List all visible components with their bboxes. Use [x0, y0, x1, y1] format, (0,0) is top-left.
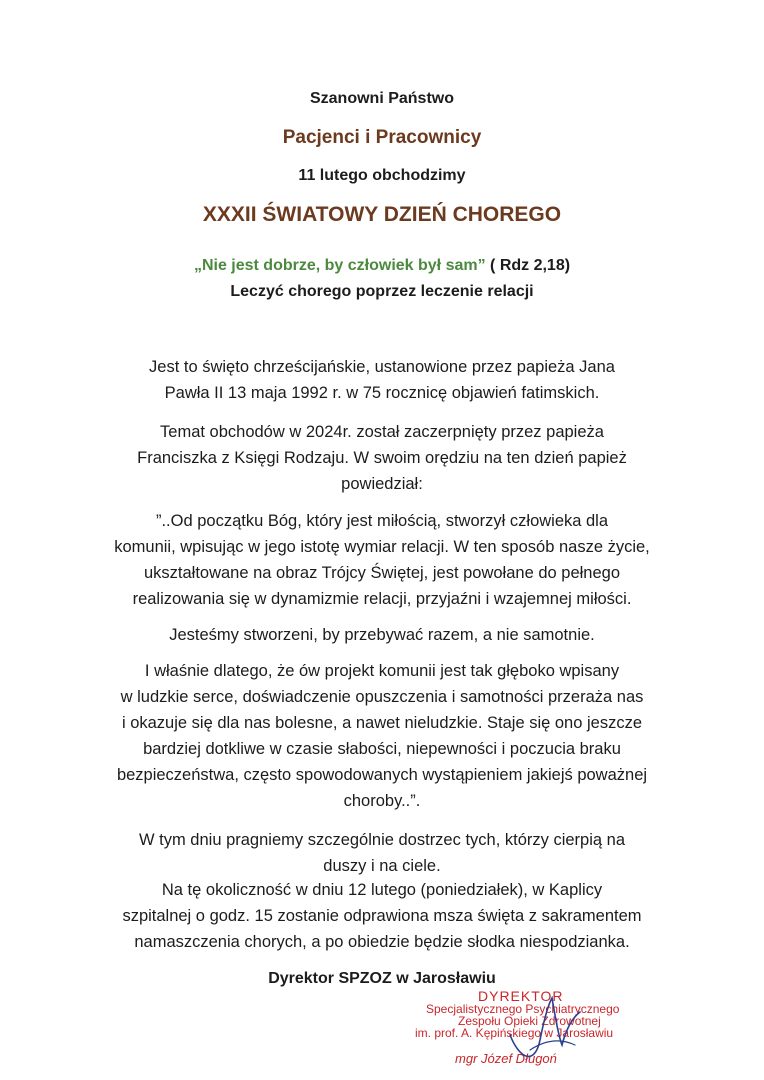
text-line: I właśnie dlatego, że ów projekt komunii jest tak głęboko wpisany: [144, 662, 620, 680]
text-line: ukształtowane na obraz Trójcy Świętej, jest powołane do pełnego: [143, 564, 621, 582]
paragraph-theme: [60, 419, 704, 497]
subtitle: Leczyć chorego poprzez leczenie relacji: [230, 283, 534, 300]
text-line: szpitalnej o godz. 15 zostanie odprawiona msza święta z sakramentem: [122, 907, 642, 925]
handwritten-signature: [500, 990, 590, 1070]
text-line: komunii, wpisując w jego istotę wymiar relacji. W ten sposób nasze życie,: [114, 538, 650, 556]
motto-quote: „Nie jest dobrze, by człowiek był sam”: [193, 257, 486, 274]
event-title: XXXII ŚWIATOWY DZIEŃ CHOREGO: [202, 203, 562, 226]
text-line: bardziej dotkliwe w czasie słabości, niepewności i poczucia braku: [143, 740, 621, 758]
paragraph-mass-announcement: [60, 877, 704, 955]
motto-reference: ( Rdz 2,18): [485, 257, 571, 274]
date-line: 11 lutego obchodzimy: [298, 167, 466, 184]
text-line: W tym dniu pragniemy szczególnie dostrzec tych, którzy cierpią na: [138, 831, 626, 849]
stamp-line: im. prof. A. Kępińskiego w Jarosławiu: [415, 1026, 614, 1040]
paragraph-together: [60, 622, 704, 648]
stamp-name: mgr Józef Długoń: [455, 1051, 557, 1066]
text-line: Jesteśmy stworzeni, by przebywać razem, a nie samotnie.: [169, 626, 595, 644]
text-line: Pawła II 13 maja 1992 r. w 75 rocznicę objawień fatimskich.: [164, 384, 600, 402]
paragraph-quote: [60, 508, 704, 612]
greeting: Szanowni Państwo: [309, 90, 454, 107]
text-line: Temat obchodów w 2024r. został zaczerpnięty przez papieża: [160, 423, 604, 441]
text-line: Jest to święto chrześcijańskie, ustanowione przez papieża Jana: [149, 358, 615, 376]
stamp-line: Specjalistycznego Psychiatrycznego: [426, 1002, 620, 1016]
director-signature-line: Dyrektor SPZOZ w Jarosławiu: [268, 970, 496, 987]
text-line: choroby..”.: [343, 792, 421, 810]
text-line: w ludzkie serce, doświadczenie opuszczenia i samotności przeraża nas: [120, 688, 644, 706]
signature-stroke: [510, 998, 580, 1056]
text-line: Na tę okoliczność w dniu 12 lutego (poniedziałek), w Kaplicy: [161, 881, 603, 899]
text-line: i okazuje się dla nas bolesne, a nawet nieludzkie. Staje się ono jeszcze: [121, 714, 643, 732]
stamp-title: DYREKTOR: [478, 988, 564, 1004]
recipients: Pacjenci i Pracownicy: [282, 127, 482, 148]
text-line: namaszczenia chorych, a po obiedzie będzie słodka niespodzianka.: [134, 933, 630, 951]
motto: [0, 257, 764, 275]
text-line: ”..Od początku Bóg, który jest miłością, stworzył człowieka dla: [155, 512, 609, 530]
paragraph-history: [60, 354, 704, 406]
text-line: powiedział:: [341, 475, 423, 493]
stamp-line: Zespołu Opieki Zdrowotnej: [458, 1014, 601, 1028]
text-line: Franciszka z Księgi Rodzaju. W swoim orędziu na ten dzień papież: [137, 449, 627, 467]
paragraph-suffering: [60, 827, 704, 879]
paragraph-communion: [60, 658, 704, 814]
text-line: bezpieczeństwa, często spowodowanych wystąpieniem jakiejś poważnej: [116, 766, 648, 784]
text-line: duszy i na ciele.: [323, 857, 441, 875]
text-line: realizowania się w dynamizmie relacji, przyjaźni i wzajemnej miłości.: [132, 590, 632, 608]
